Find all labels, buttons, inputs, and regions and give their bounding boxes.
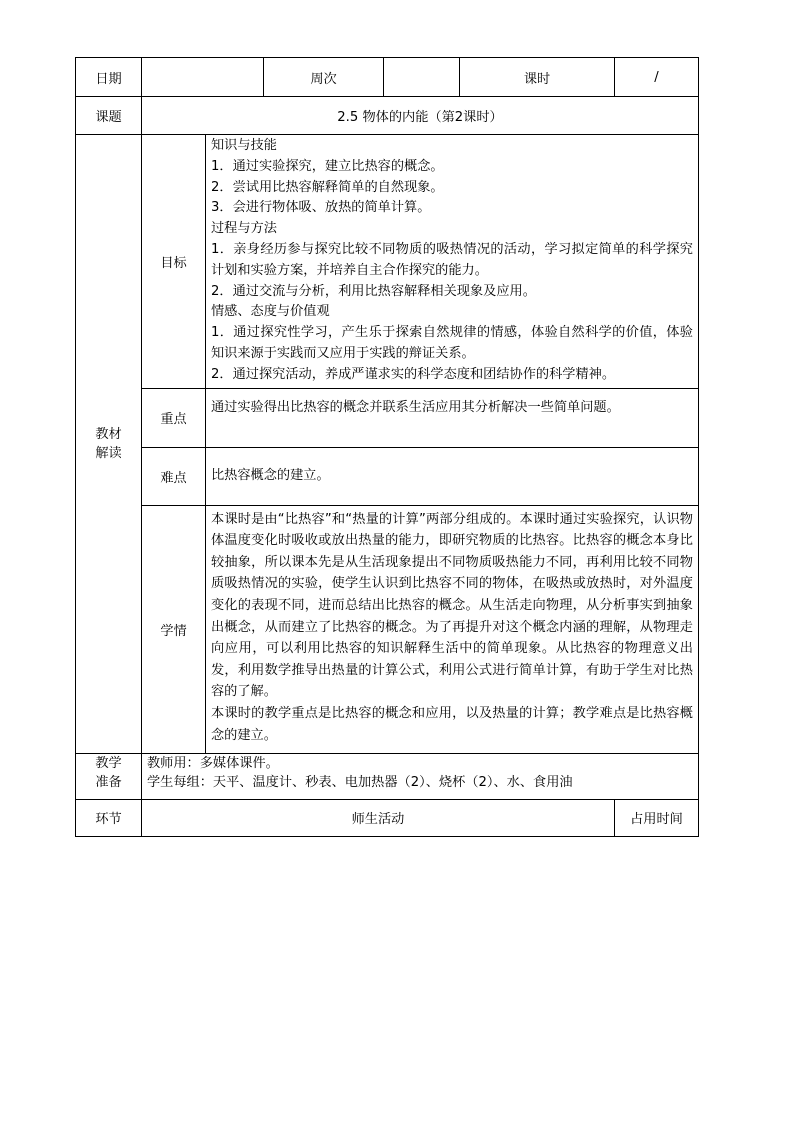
objectives-content [206,135,699,389]
situation-content [206,505,699,753]
objectives-label: 目标 [142,135,206,389]
situation-row [76,505,699,753]
analysis-label [76,135,142,754]
activity-label: 师生活动 [142,799,615,836]
situation-paragraph: 本课时的教学重点是比热容的概念和应用，以及热量的计算；教学难点是比热容概念的建立。 [211,705,693,743]
situation-label: 学情 [142,505,206,753]
preparation-students: 学生每组：天平、温度计、秒表、电加热器（2）、烧杯（2）、水、食用油 [147,774,573,790]
date-value [142,58,264,97]
period-label: 课时 [460,58,615,97]
week-label: 周次 [264,58,384,97]
objectives-item: 1．亲身经历参与探究比较不同物质的吸热情况的活动，学习拟定简单的科学探究计划和实验方案，并培养自主合作探究的能力。 [211,241,693,278]
objectives-item: 1．通过探究性学习，产生乐于探索自然规律的情感，体验自然科学的价值，体验知识来源于实践而又应用于实践的辩证关系。 [211,325,693,361]
stage-label: 环节 [76,799,142,836]
objectives-heading-knowledge: 知识与技能 [211,138,277,153]
objectives-row [76,135,699,389]
objectives-heading-attitude: 情感、态度与价值观 [211,304,330,320]
preparation-label-line2: 准备 [95,774,122,790]
period-value: / [615,58,699,97]
topic-title: 2.5 物体的内能（第2课时） [142,97,699,135]
objectives-item: 2．通过探究活动，养成严谨求实的科学态度和团结协作的科学精神。 [211,366,616,382]
preparation-row [76,753,699,799]
preparation-teacher: 教师用：多媒体课件。 [147,755,279,771]
difficulty-label: 难点 [142,447,206,505]
preparation-label [76,753,142,799]
key-point-row [76,388,699,447]
week-value [384,58,460,97]
analysis-label-line1: 教材 [95,426,122,442]
topic-label: 课题 [76,97,142,135]
preparation-content [142,753,699,799]
key-point-text: 通过实验得出比热容的概念并联系生活应用其分析解决一些简单问题。 [206,388,699,447]
topic-row [76,97,699,135]
difficulty-text: 比热容概念的建立。 [206,447,699,505]
objectives-item: 1．通过实验探究，建立比热容的概念。 [211,158,444,174]
activity-header-row [76,799,699,836]
objectives-heading-process: 过程与方法 [211,221,277,237]
preparation-label-line1: 教学 [95,755,122,771]
header-row [76,58,699,97]
objectives-item: 2．尝试用比热容解释简单的自然现象。 [211,179,444,195]
objectives-item: 3．会进行物体吸、放热的简单计算。 [211,200,431,216]
difficulty-row [76,447,699,505]
lesson-plan-table [75,57,699,837]
date-label: 日期 [76,58,142,97]
time-label: 占用时间 [615,799,699,836]
objectives-item: 2．通过交流与分析，利用比热容解释相关现象及应用。 [211,283,536,299]
key-point-label: 重点 [142,388,206,447]
analysis-label-line2: 解读 [95,445,122,461]
situation-paragraph: 本课时是由“比热容”和“热量的计算”两部分组成的。本课时通过实验探究，认识物体温度变化时吸收或放出热量的能力，即研究物质的比热容。比热容的概念本身比较抽象，所以课本先是从生活现象提出不同物质吸热能力不同，再利用比较不同物质吸热情况的实验，使学生认识到比热容不同的物体，在吸热或放热时，对外温度变化的表现不同，进而总结出比热容的概念。从生活走向物理，从分析事实到抽象出概念，从而建立了比热容的概念。为了再提升对这个概念内涵的理解，从物理走向应用，可以利用比热容的知识解释生活中的简单现象。从比热容的物理意义出发，利用数学推导出热量的计算公式，利用公式进行简单计算，有助于学生对比热容的了解。 [211,511,693,700]
